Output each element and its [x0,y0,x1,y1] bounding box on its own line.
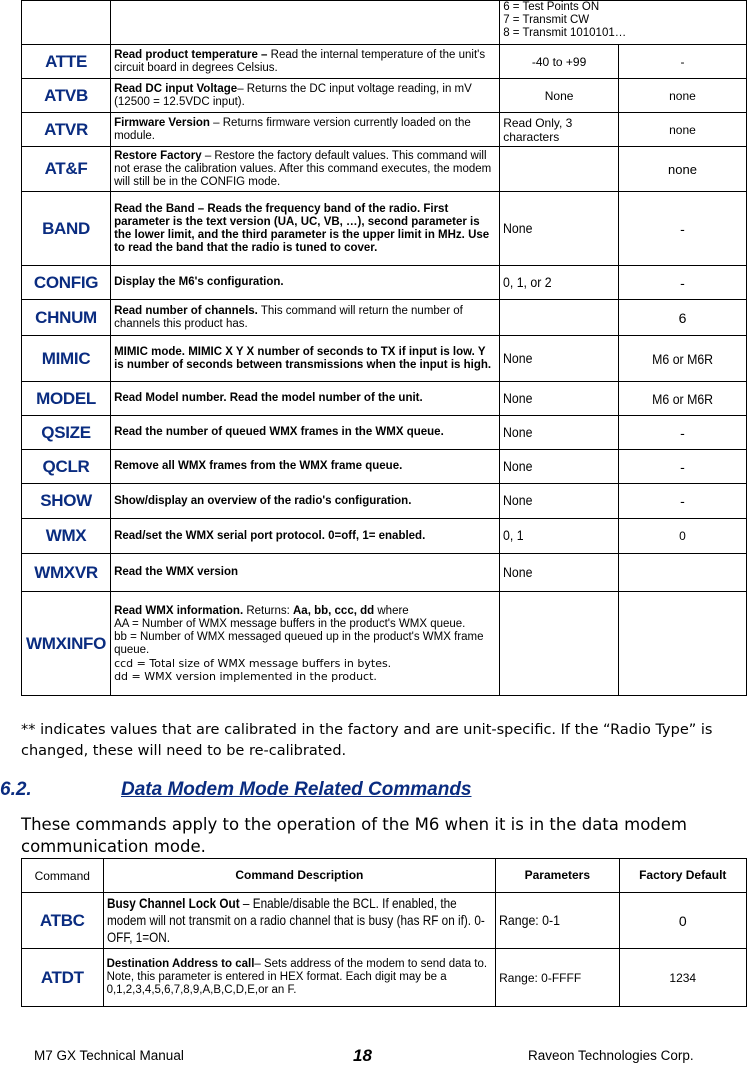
command-name: QCLR [22,450,111,484]
table-row [22,147,747,192]
factory-default: 6 [618,300,746,336]
section-number: 6.2. [0,779,32,800]
command-parameters: Range: 0-1 [496,893,619,949]
command-name: BAND [22,192,111,266]
table-row [22,949,747,1007]
command-description: MIMIC mode. MIMIC X Y X number of seconds to TX if input is low. Y is number of seconds between transmissions when the input is high. [111,336,500,382]
section-title: Data Modem Mode Related Commands [121,779,472,800]
factory-default [618,592,746,696]
factory-default: none [618,79,746,113]
table-row [22,79,747,113]
factory-default: - [618,45,746,79]
factory-default: - [618,416,746,450]
factory-default: - [618,266,746,300]
footer-company: Raveon Technologies Corp. [528,1048,694,1063]
table-row [22,382,747,416]
command-parameters [500,147,619,192]
table-row [22,893,747,949]
command-description: Show/display an overview of the radio's configuration. [111,484,500,519]
commands-table [21,0,747,696]
command-parameters [500,300,619,336]
command-parameters: None [500,416,619,450]
command-description: Busy Channel Lock Out – Enable/disable the BCL. If enabled, the modem will not transmit on a radio channel that is busy (has RF on if). 0-OFF, 1=ON. [103,893,496,949]
factory-default: M6 or M6R [618,336,746,382]
command-name: CHNUM [22,300,111,336]
command-name: AT&F [22,147,111,192]
footer-manual-title: M7 GX Technical Manual [34,1048,184,1063]
command-parameters: None [500,484,619,519]
command-parameters: Read Only, 3 characters [500,113,619,147]
command-name: QSIZE [22,416,111,450]
factory-default: 0 [618,519,746,554]
table-row [22,45,747,79]
command-description: Read the Band – Reads the frequency band of the radio. First parameter is the text version (UA, UC, VB, …), second parameter is the lower limit, and the third parameter is the upper limit in MHz. Use to read the band that the radio is tuned to cover. [111,192,500,266]
command-name: ATVR [22,113,111,147]
command-parameters: 0, 1, or 2 [500,266,619,300]
header-default: Factory Default [619,859,746,893]
header-command: Command [22,859,104,893]
table-row [22,484,747,519]
command-description: Restore Factory – Restore the factory default values. This command will not erase the calibration values. After this command executes, the modem will still be in the CONFIG mode. [111,147,500,192]
calibration-note: ** indicates values that are calibrated in the factory and are unit-specific. If the “Radio Type” is changed, these will need to be re-calibrated. [21,722,713,759]
command-description: Read product temperature – Read the internal temperature of the unit's circuit board in degrees Celsius. [111,45,500,79]
factory-default [618,554,746,592]
table-row [22,416,747,450]
command-parameters: None [500,382,619,416]
command-name: ATBC [22,893,104,949]
command-description: Read DC input Voltage– Returns the DC input voltage reading, in mV (12500 = 12.5VDC input). [111,79,500,113]
command-parameters: 0, 1 [500,519,619,554]
factory-default: - [618,484,746,519]
test-mode-options: 6 = Test Points ON 7 = Transmit CW 8 = Transmit 1010101… [500,1,747,45]
data-modem-commands-table [21,858,747,1007]
header-description: Command Description [103,859,496,893]
factory-default: none [618,113,746,147]
command-description: Firmware Version – Returns firmware version currently loaded on the module. [111,113,500,147]
table-row [22,192,747,266]
command-description: Read WMX information. Returns: Aa, bb, ccc, dd where AA = Number of WMX message buffers in the product's WMX queue. bb = Number of WMX messaged queued up in the product's WMX frame queue. ccd = Total size of WMX message buffers in bytes. dd = WMX version implemented in the product. [111,592,500,696]
table-row [22,519,747,554]
command-description: Display the M6's configuration. [111,266,500,300]
table-row [22,266,747,300]
command-description: Read/set the WMX serial port protocol. 0=off, 1= enabled. [111,519,500,554]
command-name: WMX [22,519,111,554]
command-parameters: None [500,336,619,382]
factory-default: none [618,147,746,192]
table-row [22,592,747,696]
command-parameters: None [500,554,619,592]
command-name: ATDT [22,949,104,1007]
page-number: 18 [353,1046,372,1065]
command-description: Read the number of queued WMX frames in the WMX queue. [111,416,500,450]
table-row [22,336,747,382]
section-intro: These commands apply to the operation of the M6 when it is in the data modem communication mode. [21,815,687,856]
command-description: Read number of channels. This command will return the number of channels this product has. [111,300,500,336]
command-name: WMXVR [22,554,111,592]
command-description: Read Model number. Read the model number of the unit. [111,382,500,416]
command-name: MODEL [22,382,111,416]
command-name: MIMIC [22,336,111,382]
table-header-row [22,859,747,893]
command-name: ATTE [22,45,111,79]
table-row [22,300,747,336]
header-parameters: Parameters [496,859,619,893]
table-row [22,113,747,147]
command-parameters: -40 to +99 [500,45,619,79]
command-name: WMXINFO [22,592,111,696]
factory-default: M6 or M6R [618,382,746,416]
command-name: ATVB [22,79,111,113]
command-parameters [500,592,619,696]
factory-default: 1234 [619,949,746,1007]
command-parameters: Range: 0-FFFF [496,949,619,1007]
command-parameters: None [500,450,619,484]
command-description: Remove all WMX frames from the WMX frame queue. [111,450,500,484]
factory-default: 0 [619,893,746,949]
command-parameters: None [500,192,619,266]
command-description: Read the WMX version [111,554,500,592]
command-parameters: None [500,79,619,113]
command-name: CONFIG [22,266,111,300]
command-description: Destination Address to call– Sets address of the modem to send data to. Note, this parameter is entered in HEX format. Each digit may be a 0,1,2,3,4,5,6,7,8,9,A,B,C,D,E,or an F. [103,949,496,1007]
factory-default: - [618,450,746,484]
factory-default: - [618,192,746,266]
command-name: SHOW [22,484,111,519]
table-row [22,1,747,45]
table-row [22,554,747,592]
table-row [22,450,747,484]
